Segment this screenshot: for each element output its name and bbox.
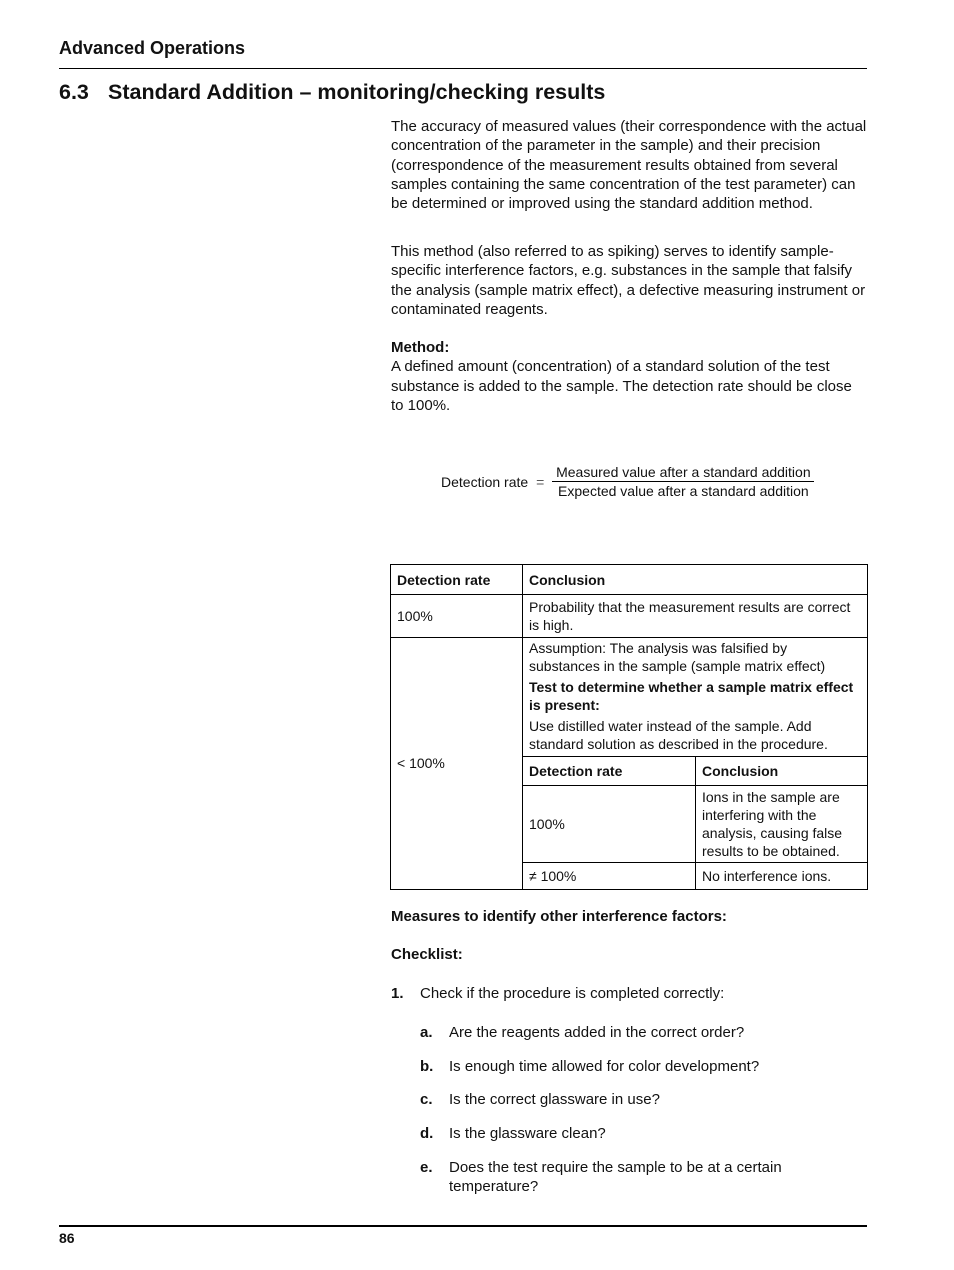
item-text: Are the reagents added in the correct order? xyxy=(449,1024,745,1041)
formula-equals: = xyxy=(536,473,545,490)
intro-paragraph: The accuracy of measured values (their correspondence with the actual concentration of the parameter in the sample) and their precision (correspondence of the measurement results obtained from several samples containing the same concentration of the test parameter) can be determined or improved using the standard addition method. xyxy=(391,118,867,213)
header-detection-rate: Detection rate xyxy=(391,565,523,595)
item-letter: e. xyxy=(420,1159,433,1176)
list-item xyxy=(420,1090,840,1109)
nested-table xyxy=(523,756,867,889)
row2-conclusion xyxy=(523,638,868,890)
detection-rate-table xyxy=(390,564,868,890)
list-item xyxy=(420,1158,820,1197)
step-text: Check if the procedure is completed correctly: xyxy=(420,985,725,1002)
test-instructions: Use distilled water instead of the sample. Add standard solution as described in the procedure. xyxy=(529,718,828,752)
table-row xyxy=(391,595,868,638)
footer-divider xyxy=(59,1225,867,1227)
item-letter: c. xyxy=(420,1091,433,1108)
table-header-row xyxy=(391,565,868,595)
method-label: Method: xyxy=(391,339,450,356)
list-item xyxy=(420,1124,840,1143)
nested-rate-not-100: ≠ 100% xyxy=(523,863,696,889)
list-item xyxy=(420,1057,840,1076)
row2-text-block xyxy=(523,638,867,756)
item-text: Does the test require the sample to be at a certain temperature? xyxy=(449,1159,782,1196)
item-text: Is enough time allowed for color development? xyxy=(449,1058,760,1075)
nested-header-conclusion: Conclusion xyxy=(696,757,868,786)
table-row xyxy=(391,638,868,890)
assumption-text: Assumption: The analysis was falsified by substances in the sample (sample matrix effect) xyxy=(529,640,826,674)
nested-conclusion-100: Ions in the sample are interfering with the analysis, causing false results to be obtained. xyxy=(696,786,868,863)
formula-denominator: Expected value after a standard addition xyxy=(558,483,809,499)
section-number: 6.3 xyxy=(59,80,89,104)
table-row xyxy=(523,863,867,889)
nested-header-row xyxy=(523,757,867,786)
method-text: A defined amount (concentration) of a standard solution of the test substance is added to the sample. The detection rate should be close to 100%. xyxy=(391,358,852,414)
formula-lhs: Detection rate xyxy=(441,473,529,490)
checklist-heading: Checklist: xyxy=(391,946,463,963)
measures-heading: Measures to identify other interference factors: xyxy=(391,908,727,925)
detection-rate-formula xyxy=(441,464,814,499)
section-title: Standard Addition – monitoring/checking results xyxy=(108,80,606,104)
test-heading: Test to determine whether a sample matrix effect is present: xyxy=(529,679,854,713)
spiking-paragraph: This method (also referred to as spiking) serves to identify sample-specific interference factors, e.g. substances in the sample that falsify the analysis (sample matrix effect), a defective measuring instrument or contaminated reagents. xyxy=(391,243,866,318)
nested-conclusion-not-100: No interference ions. xyxy=(696,863,868,889)
row2-rate: < 100% xyxy=(391,638,523,890)
item-letter: a. xyxy=(420,1024,433,1041)
row1-conclusion: Probability that the measurement results are correct is high. xyxy=(523,595,868,638)
header-conclusion: Conclusion xyxy=(523,565,868,595)
nested-header-rate: Detection rate xyxy=(523,757,696,786)
section-heading xyxy=(59,80,605,105)
nested-rate-100: 100% xyxy=(523,786,696,863)
item-letter: b. xyxy=(420,1058,434,1075)
formula-fraction xyxy=(552,464,814,499)
row1-rate: 100% xyxy=(391,595,523,638)
running-header: Advanced Operations xyxy=(59,38,246,58)
method-block xyxy=(391,338,867,415)
page-number: 86 xyxy=(59,1230,75,1246)
step-number: 1. xyxy=(391,985,404,1002)
table-row xyxy=(523,786,867,863)
header-divider xyxy=(59,68,867,69)
formula-numerator: Measured value after a standard addition xyxy=(556,464,811,480)
item-letter: d. xyxy=(420,1125,434,1142)
list-item xyxy=(420,1023,840,1042)
checklist-step-1 xyxy=(391,985,724,1002)
item-text: Is the correct glassware in use? xyxy=(449,1091,660,1108)
item-text: Is the glassware clean? xyxy=(449,1125,606,1142)
